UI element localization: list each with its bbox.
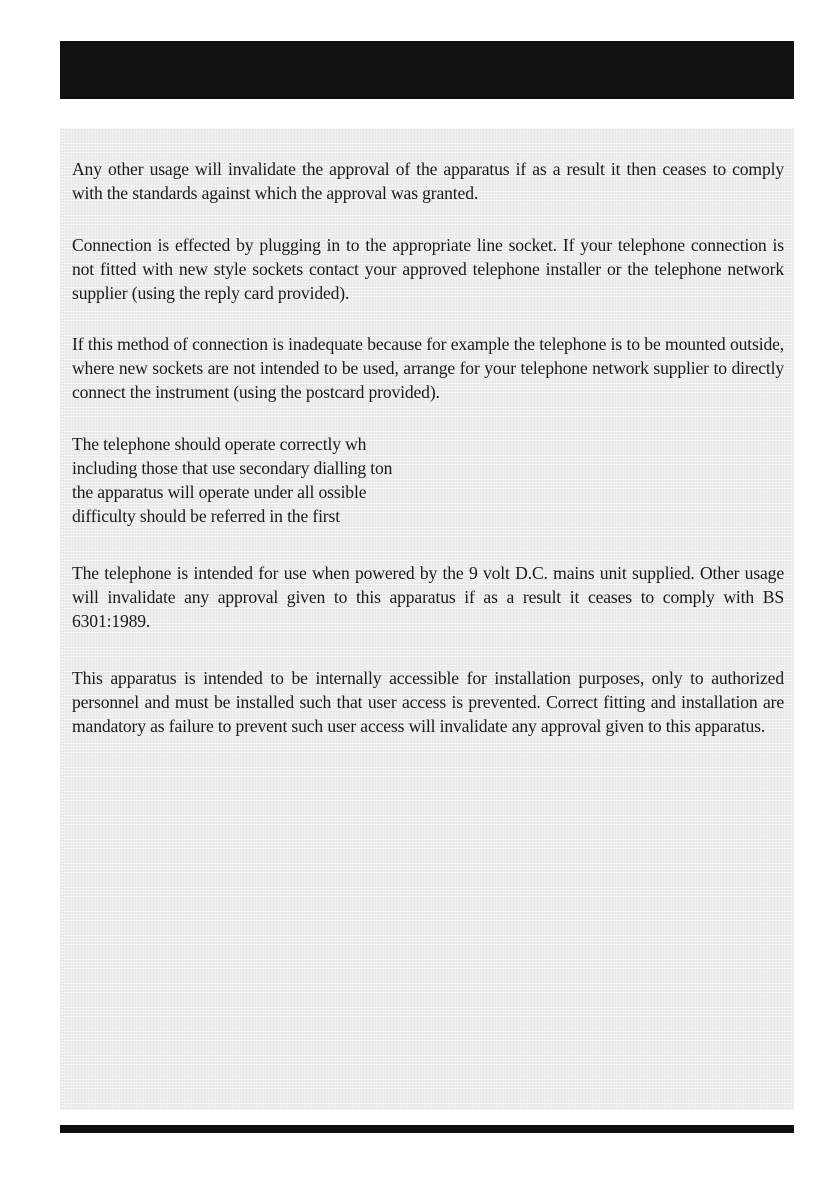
partial-line: the apparatus will operate under all ossible bbox=[72, 482, 367, 502]
paragraph-connection: Connection is effected by plugging in to the appropriate line socket. If your telephone connection is not fitted with new style sockets contact your approved telephone installer or the telephone network supplier (using the reply card provided). bbox=[72, 235, 784, 303]
paragraph-usage-approval: Any other usage will invalidate the approval of the apparatus if as a result it then ceases to comply with the standards against which the approval was granted. bbox=[72, 159, 784, 203]
partial-line: The telephone should operate correctly wh bbox=[72, 434, 367, 454]
header-bar bbox=[60, 41, 794, 99]
paragraph-direct-connection: If this method of connection is inadequate because for example the telephone is to be mounted outside, where new sockets are not intended to be used, arrange for your telephone network supplier to directly connect the instrument (using the postcard provided). bbox=[72, 334, 784, 402]
paragraph-partial-operation bbox=[72, 432, 784, 528]
paragraph-installation-access: This apparatus is intended to be internally accessible for installation purposes, only to authorized personnel and must be installed such that user access is prevented. Correct fitting and installation are mandatory as failure to prevent such user access will invalidate any approval given to this apparatus. bbox=[72, 668, 784, 736]
footer-rule bbox=[60, 1125, 794, 1133]
partial-line: including those that use secondary dialling ton bbox=[72, 458, 393, 478]
paragraph-power-supply: The telephone is intended for use when powered by the 9 volt D.C. mains unit supplied. Other usage will invalidate any approval given to this apparatus if as a result it ceases to comply with BS 6301:1989. bbox=[72, 563, 784, 631]
text-column bbox=[72, 157, 784, 764]
partial-line: difficulty should be referred in the first bbox=[72, 506, 340, 526]
